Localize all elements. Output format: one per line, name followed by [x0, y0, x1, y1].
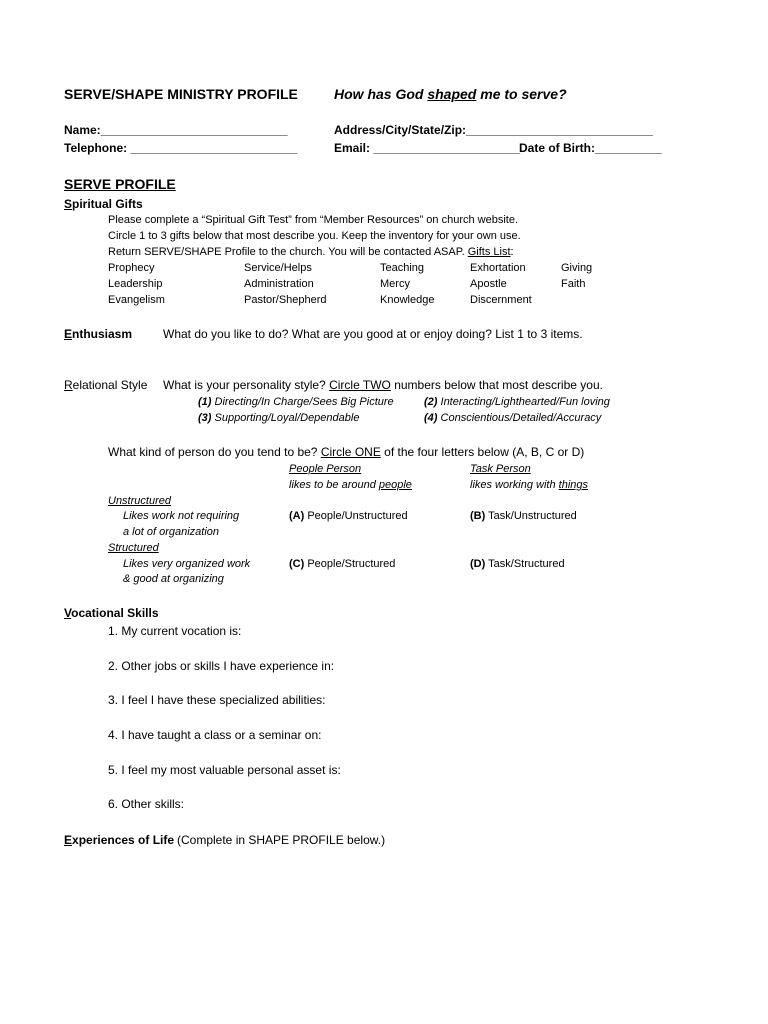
style-option-2-text: Interacting/Lighthearted/Fun loving	[437, 396, 610, 408]
gifts-instruction-2: Circle 1 to 3 gifts below that most describe you. Keep the inventory for your own use.	[108, 230, 521, 242]
relational-rest: elational Style	[72, 378, 148, 392]
gift-mercy[interactable]: Mercy	[380, 278, 410, 290]
task-person-label: Task Person	[470, 463, 531, 475]
enthusiasm-heading	[64, 327, 132, 341]
experiences-note: (Complete in SHAPE PROFILE below.)	[177, 833, 386, 847]
experiences-heading	[64, 833, 174, 847]
unstructured-desc-1: Likes work not requiring	[123, 510, 240, 522]
vocational-initial: V	[64, 606, 72, 620]
task-desc-pre: likes working with	[470, 479, 559, 491]
gift-service-helps[interactable]: Service/Helps	[244, 262, 312, 274]
gift-giving[interactable]: Giving	[561, 262, 593, 274]
vocational-item-6[interactable]: 6. Other skills:	[108, 797, 185, 811]
name-field[interactable]: Name:____________________________	[64, 123, 288, 137]
tagline-pre: How has God	[334, 86, 428, 102]
style-option-3-num: (3)	[198, 412, 212, 424]
gift-teaching[interactable]: Teaching	[380, 262, 425, 274]
gift-administration[interactable]: Administration	[244, 278, 314, 290]
address-field[interactable]: Address/City/State/Zip:____________________________	[334, 123, 653, 137]
task-desc-em: things	[558, 479, 588, 491]
option-a-letter: (A)	[289, 510, 305, 522]
people-desc-em: people	[378, 479, 412, 491]
gift-apostle[interactable]: Apostle	[470, 278, 507, 290]
gifts-instruction-3-text: Return SERVE/SHAPE Profile to the church. You will be contacted ASAP.	[108, 246, 468, 258]
style-option-1-num: (1)	[198, 396, 212, 408]
relational-initial: R	[64, 378, 73, 392]
vocational-item-3[interactable]: 3. I feel I have these specialized abilities:	[108, 693, 326, 707]
unstructured-label: Unstructured	[108, 495, 171, 507]
style-option-3-text: Supporting/Loyal/Dependable	[211, 412, 360, 424]
gift-evangelism[interactable]: Evangelism	[108, 294, 165, 306]
serve-profile-heading: SERVE PROFILE	[64, 176, 176, 192]
option-d-text: Task/Structured	[485, 558, 565, 570]
structured-desc-2: & good at organizing	[123, 573, 224, 585]
gift-leadership[interactable]: Leadership	[108, 278, 163, 290]
option-a[interactable]	[289, 510, 408, 522]
option-b-text: Task/Unstructured	[485, 510, 577, 522]
vocational-item-4[interactable]: 4. I have taught a class or a seminar on:	[108, 728, 322, 742]
enthusiasm-question: What do you like to do? What are you good at or enjoy doing? List 1 to 3 items.	[163, 327, 583, 341]
spiritual-gifts-rest: piritual Gifts	[72, 197, 143, 211]
people-person-label: People Person	[289, 463, 362, 475]
option-a-text: People/Unstructured	[304, 510, 408, 522]
style-option-4[interactable]	[424, 412, 601, 424]
vocational-item-2[interactable]: 2. Other jobs or skills I have experience in:	[108, 659, 335, 673]
style-option-2[interactable]	[424, 396, 610, 408]
gift-discernment[interactable]: Discernment	[470, 294, 532, 306]
style-option-4-num: (4)	[424, 412, 438, 424]
people-desc-pre: likes to be around	[289, 479, 379, 491]
enthusiasm-initial: E	[64, 327, 73, 341]
relational-question	[163, 378, 603, 392]
enthusiasm-rest: nthusiasm	[72, 327, 133, 341]
option-b[interactable]	[470, 510, 577, 522]
style-option-2-num: (2)	[424, 396, 438, 408]
experiences-rest: xperiences of Life	[72, 833, 175, 847]
spiritual-gifts-initial: S	[64, 197, 73, 211]
option-d-letter: (D)	[470, 558, 486, 570]
relational-q-em: Circle TWO	[329, 378, 391, 392]
vocational-heading	[64, 606, 159, 620]
structured-label: Structured	[108, 542, 159, 554]
person-q-post: of the four letters below (A, B, C or D)	[380, 445, 585, 459]
relational-heading	[64, 378, 147, 392]
gift-pastor-shepherd[interactable]: Pastor/Shepherd	[244, 294, 327, 306]
gifts-list-label: Gifts List	[467, 246, 511, 258]
gifts-list-colon: :	[510, 246, 514, 258]
option-d[interactable]	[470, 558, 565, 570]
gifts-instruction-3	[108, 246, 514, 258]
task-person-desc	[470, 479, 588, 491]
style-option-1[interactable]	[198, 396, 394, 408]
telephone-field[interactable]: Telephone: _________________________	[64, 141, 298, 155]
gift-prophecy[interactable]: Prophecy	[108, 262, 155, 274]
person-q-pre: What kind of person do you tend to be?	[108, 445, 321, 459]
tagline-post: me to serve?	[476, 86, 567, 102]
vocational-rest: ocational Skills	[71, 606, 159, 620]
gift-knowledge[interactable]: Knowledge	[380, 294, 435, 306]
option-c[interactable]	[289, 558, 395, 570]
vocational-item-5[interactable]: 5. I feel my most valuable personal asset is:	[108, 763, 341, 777]
spiritual-gifts-heading	[64, 197, 143, 211]
tagline-emphasis: shaped	[427, 86, 477, 102]
option-c-letter: (C)	[289, 558, 305, 570]
unstructured-desc-2: a lot of organization	[123, 526, 220, 538]
vocational-item-1[interactable]: 1. My current vocation is:	[108, 624, 242, 638]
style-option-1-text: Directing/In Charge/Sees Big Picture	[211, 396, 394, 408]
style-option-4-text: Conscientious/Detailed/Accuracy	[437, 412, 602, 424]
option-b-letter: (B)	[470, 510, 486, 522]
person-type-question	[108, 445, 584, 459]
gifts-instruction-1: Please complete a “Spiritual Gift Test” from “Member Resources” on church website.	[108, 214, 519, 226]
option-c-text: People/Structured	[304, 558, 396, 570]
gift-exhortation[interactable]: Exhortation	[470, 262, 526, 274]
people-person-desc	[289, 479, 412, 491]
structured-desc-1: Likes very organized work	[123, 558, 251, 570]
relational-q-pre: What is your personality style?	[163, 378, 330, 392]
person-q-em: Circle ONE	[320, 445, 381, 459]
style-option-3[interactable]	[198, 412, 359, 424]
email-field[interactable]: Email: ______________________	[334, 141, 521, 155]
experiences-initial: E	[64, 833, 73, 847]
relational-q-post: numbers below that most describe you.	[390, 378, 603, 392]
page-title: SERVE/SHAPE MINISTRY PROFILE	[64, 86, 298, 102]
gift-faith[interactable]: Faith	[561, 278, 586, 290]
dob-field[interactable]: Date of Birth:__________	[519, 141, 662, 155]
tagline	[334, 86, 567, 102]
